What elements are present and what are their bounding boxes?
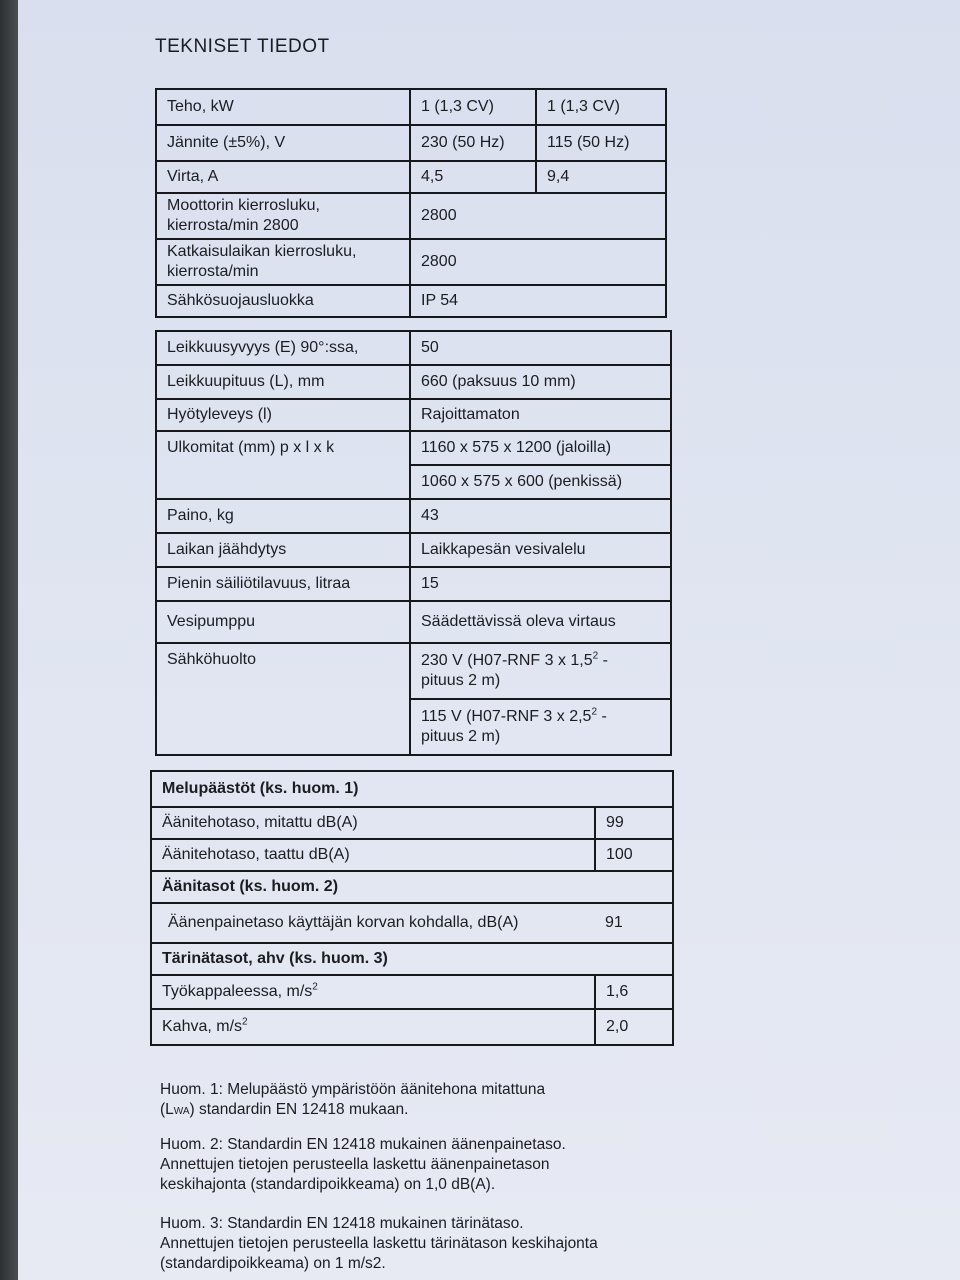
note-text: ) standardin EN 12418 mukaan. xyxy=(189,1101,409,1118)
label-line: Katkaisulaikan kierrosluku, xyxy=(167,243,357,260)
table-row xyxy=(156,285,666,317)
note-3 xyxy=(160,1214,620,1274)
spec-label: Pienin säiliötilavuus, litraa xyxy=(156,567,410,601)
spec-value: 91 xyxy=(595,903,673,943)
spec-value: 100 xyxy=(595,839,673,871)
spec-label xyxy=(151,975,595,1009)
value-text: 115 V (H07-RNF 3 x 2,5 xyxy=(421,708,592,725)
spec-label: Sähköhuolto xyxy=(156,643,410,755)
superscript: 2 xyxy=(591,706,597,718)
spec-value: 15 xyxy=(410,567,671,601)
spec-label: Vesipumppu xyxy=(156,601,410,643)
spec-value: 9,4 xyxy=(536,161,666,193)
electrical-specs-table xyxy=(155,88,667,318)
note-line: keskihajonta (standardipoikkeama) on 1,0 dB(A). xyxy=(160,1176,496,1193)
spec-label: Sähkösuojausluokka xyxy=(156,285,410,317)
spec-label: Paino, kg xyxy=(156,499,410,533)
label-line: kierrosta/min xyxy=(167,263,259,280)
superscript: 2 xyxy=(242,1016,248,1028)
value-text: - xyxy=(597,708,607,725)
spec-value: 2800 xyxy=(410,239,666,285)
table-row xyxy=(151,807,673,839)
table-row xyxy=(151,839,673,871)
label-line: Moottorin kierrosluku, xyxy=(167,197,320,214)
label-line: kierrosta/min 2800 xyxy=(167,217,299,234)
note-line: Huom. 3: Standardin EN 12418 mukainen tärinätaso. xyxy=(160,1215,524,1232)
table-row xyxy=(151,943,673,975)
spec-value: 115 (50 Hz) xyxy=(536,125,666,161)
table-row xyxy=(156,399,671,431)
table-row xyxy=(151,1009,673,1045)
table-row xyxy=(156,643,671,699)
table-row xyxy=(156,533,671,567)
note-line: Annettujen tietojen perusteella laskettu tärinätason keskihajonta xyxy=(160,1235,598,1252)
spec-value xyxy=(410,699,671,755)
spec-value: Rajoittamaton xyxy=(410,399,671,431)
table-row xyxy=(151,871,673,903)
note-2 xyxy=(160,1135,620,1195)
value-text: pituus 2 m) xyxy=(421,672,501,689)
subscript: WA xyxy=(173,1106,190,1117)
table-row xyxy=(156,567,671,601)
spec-value: 1 (1,3 CV) xyxy=(536,89,666,125)
table-row xyxy=(151,771,673,807)
spec-label: Virta, A xyxy=(156,161,410,193)
table-row xyxy=(156,161,666,193)
spec-value: 50 xyxy=(410,331,671,365)
table-row xyxy=(156,193,666,239)
table-row xyxy=(156,499,671,533)
value-text: pituus 2 m) xyxy=(421,728,501,745)
note-text: (L xyxy=(160,1101,174,1118)
spec-value: 2800 xyxy=(410,193,666,239)
section-header: Tärinätasot, ahv (ks. huom. 3) xyxy=(151,943,673,975)
spec-label: Äänitehotaso, taattu dB(A) xyxy=(151,839,595,871)
spec-label xyxy=(151,1009,595,1045)
spec-value xyxy=(410,643,671,699)
mechanical-specs-table xyxy=(155,330,672,756)
note-line: (standardipoikkeama) on 1 m/s2. xyxy=(160,1255,386,1272)
spec-value: 1160 x 575 x 1200 (jaloilla) xyxy=(410,431,671,465)
note-line: Huom. 1: Melupäästö ympäristöön äänitehona mitattuna xyxy=(160,1081,546,1098)
note-line: Huom. 2: Standardin EN 12418 mukainen äänenpainetaso. xyxy=(160,1136,566,1153)
table-row xyxy=(156,365,671,399)
spec-value: 1060 x 575 x 600 (penkissä) xyxy=(410,465,671,499)
table-row xyxy=(151,903,673,943)
superscript: 2 xyxy=(312,981,318,993)
noise-vibration-table xyxy=(150,770,674,1046)
superscript: 2 xyxy=(592,650,599,662)
section-header: Melupäästöt (ks. huom. 1) xyxy=(151,771,673,807)
value-text: 230 V (H07-RNF 3 x 1,5 xyxy=(421,652,593,669)
spec-value: 660 (paksuus 10 mm) xyxy=(410,365,671,399)
spec-value: 4,5 xyxy=(410,161,536,193)
spec-value: 99 xyxy=(595,807,673,839)
spec-value: Laikkapesän vesivalelu xyxy=(410,533,671,567)
value-text: - xyxy=(598,652,608,669)
spec-value: 1,6 xyxy=(595,975,673,1009)
page-title: TEKNISET TIEDOT xyxy=(155,36,330,57)
spec-label: Teho, kW xyxy=(156,89,410,125)
table-row xyxy=(156,331,671,365)
note-line xyxy=(160,1100,620,1122)
table-row xyxy=(156,89,666,125)
table-row xyxy=(156,125,666,161)
spec-label: Leikkuusyvyys (E) 90°:ssa, xyxy=(156,331,410,365)
spec-label: Ulkomitat (mm) p x l x k xyxy=(156,431,410,499)
spec-value: 43 xyxy=(410,499,671,533)
spec-label xyxy=(156,193,410,239)
label-text: Työkappaleessa, m/s xyxy=(162,983,313,1000)
spec-label: Jännite (±5%), V xyxy=(156,125,410,161)
spec-value: IP 54 xyxy=(410,285,666,317)
spec-label: Hyötyleveys (l) xyxy=(156,399,410,431)
spec-label: Laikan jäähdytys xyxy=(156,533,410,567)
note-line: Annettujen tietojen perusteella laskettu äänenpainetason xyxy=(160,1156,550,1173)
background-edge xyxy=(0,0,18,1280)
note-1 xyxy=(160,1080,620,1122)
table-row xyxy=(156,601,671,643)
spec-label xyxy=(156,239,410,285)
spec-label: Leikkuupituus (L), mm xyxy=(156,365,410,399)
spec-label: Äänitehotaso, mitattu dB(A) xyxy=(151,807,595,839)
spec-value: 230 (50 Hz) xyxy=(410,125,536,161)
spec-value: Säädettävissä oleva virtaus xyxy=(410,601,671,643)
table-row xyxy=(156,431,671,465)
spec-value: 1 (1,3 CV) xyxy=(410,89,536,125)
spec-label: Äänenpainetaso käyttäjän korvan kohdalla, dB(A) xyxy=(151,903,595,943)
label-text: Kahva, m/s xyxy=(162,1018,243,1035)
spec-value: 2,0 xyxy=(595,1009,673,1045)
table-row xyxy=(156,239,666,285)
table-row xyxy=(151,975,673,1009)
section-header: Äänitasot (ks. huom. 2) xyxy=(151,871,673,903)
